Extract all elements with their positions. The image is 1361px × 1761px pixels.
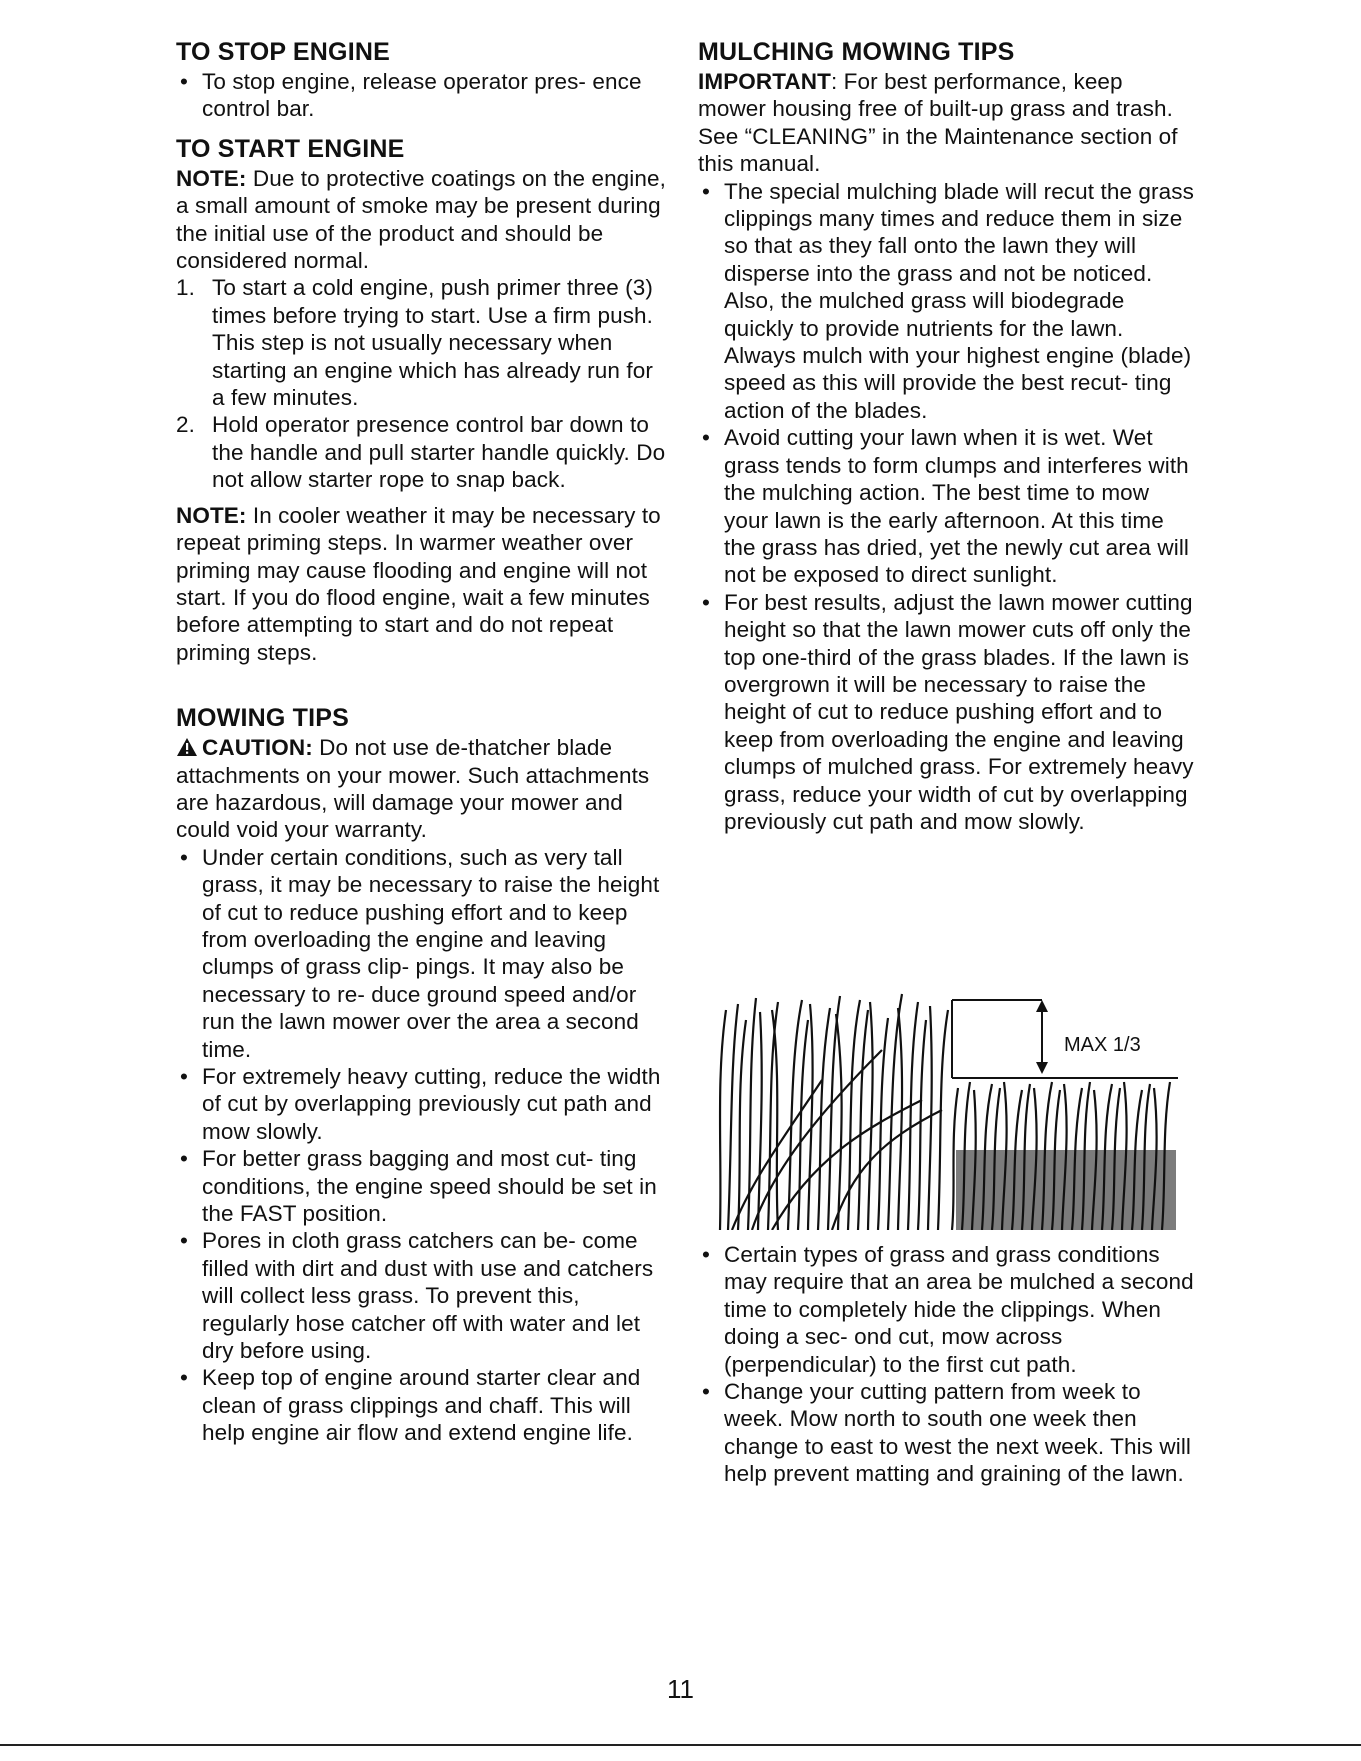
list-item: • Certain types of grass and grass conditions may require that an area be mulched a second time to completely hide the clippings. When doing a sec- ond cut, mow across (perpendicular) to the first cut path. (702, 1242, 1194, 1377)
important-paragraph: IMPORTANT: For best performance, keep mower housing free of built-up grass and trash. See “CLEANING” in the Maintenance section of this manual. (698, 69, 1178, 177)
list-item: • For best results, adjust the lawn mower cutting height so that the lawn mower cuts off only the top one-third of the grass blades. If the lawn is overgrown it will be necessary to raise the height of cut to reduce pushing effort and to keep from overloading the engine and leaving clumps of mulched grass. For extremely heavy grass, reduce your width of cut by overlapping previously cut path and mow slowly. (702, 589, 1194, 834)
start-note-1: NOTE: Due to protective coatings on the engine, a small amount of smoke may be present during the initial use of the product and should be considered normal. (176, 165, 666, 274)
list-item: • For extremely heavy cutting, reduce the width of cut by overlapping previously cut path and mow slowly. (180, 1064, 661, 1144)
list-item: • Keep top of engine around starter clear and clean of grass clippings and chaff. This will help engine air flow and extend engine life. (180, 1365, 641, 1446)
list-item: • Under certain conditions, such as very tall grass, it may be necessary to raise the height of cut to reduce pushing effort and to keep from overloading the engine and leaving clumps of grass clip- pings. It may also be necessary to re- duce ground speed and/or run the lawn mower over the area a second time. (180, 844, 660, 1062)
start-steps (176, 274, 670, 493)
page-number: 11 (667, 1674, 694, 1704)
mulching-heading: MULCHING MOWING TIPS (698, 38, 1015, 66)
list-item: • Avoid cutting your lawn when it is wet. Wet grass tends to form clumps and interferes with the mulching action. The best time to mow your lawn is the early afternoon. At this time the grass has dried, yet the newly cut area will not be exposed to direct sunlight. (702, 425, 1190, 588)
start-engine-heading: TO START ENGINE (176, 134, 405, 163)
list-item: • To stop engine, release operator pres- ence control bar. (180, 69, 642, 122)
grass-cut-height-illustration (712, 990, 1178, 1230)
bottom-rule (0, 1744, 1361, 1746)
mowing-tips-list (176, 844, 670, 1447)
max-one-third-label: MAX 1/3 (1064, 1034, 1141, 1056)
list-item: 1. To start a cold engine, push primer three (3) times before trying to start. Use a firm push. This step is not usually necessary when starting an engine which has already run for a few minutes. (176, 275, 654, 411)
start-note-2: NOTE: In cooler weather it may be necessary to repeat priming steps. In warmer weather over priming may cause flooding and engine will not start. If you do flood engine, wait a few minutes before attempting to start and do not repeat priming steps. (176, 502, 661, 665)
stop-engine-heading: TO STOP ENGINE (176, 38, 390, 66)
list-item: 2. Hold operator presence control bar down to the handle and pull starter handle quickly. Do not allow starter rope to snap back. (176, 412, 666, 493)
list-item: • The special mulching blade will recut the grass clippings many times and reduce them in size so that as they fall onto the lawn they will disperse into the grass and not be noticed. Also, the mulched grass will biodegrade quickly to provide nutrients for the lawn. Always mulch with your highest engine (blade) speed as this will provide the best recut- ting action of the blades. (702, 178, 1194, 423)
warning-triangle-icon (176, 737, 198, 757)
right-column-lower (698, 1241, 1196, 1488)
mowing-tips-heading: MOWING TIPS (176, 704, 350, 733)
stop-engine-list (176, 68, 670, 123)
right-column (698, 36, 1196, 835)
list-item: • Change your cutting pattern from week to week. Mow north to south one week then change to east to west the next week. This will help prevent matting and graining of the lawn. (702, 1379, 1192, 1487)
list-item: • Pores in cloth grass catchers can be- come filled with dirt and dust with use and catchers will collect less grass. To prevent this, regularly hose catcher off with water and let dry before using. (180, 1228, 654, 1364)
mulching-list-continued (698, 1241, 1196, 1488)
list-item: • For better grass bagging and most cut- ting conditions, the engine speed should be set in the FAST position. (180, 1146, 657, 1227)
caution-paragraph: CAUTION: Do not use de-thatcher blade attachments on your mower. Such attachments are hazardous, will damage your mower and could void your warranty. (176, 735, 650, 843)
mulching-list (698, 178, 1196, 836)
left-column (176, 36, 670, 1447)
